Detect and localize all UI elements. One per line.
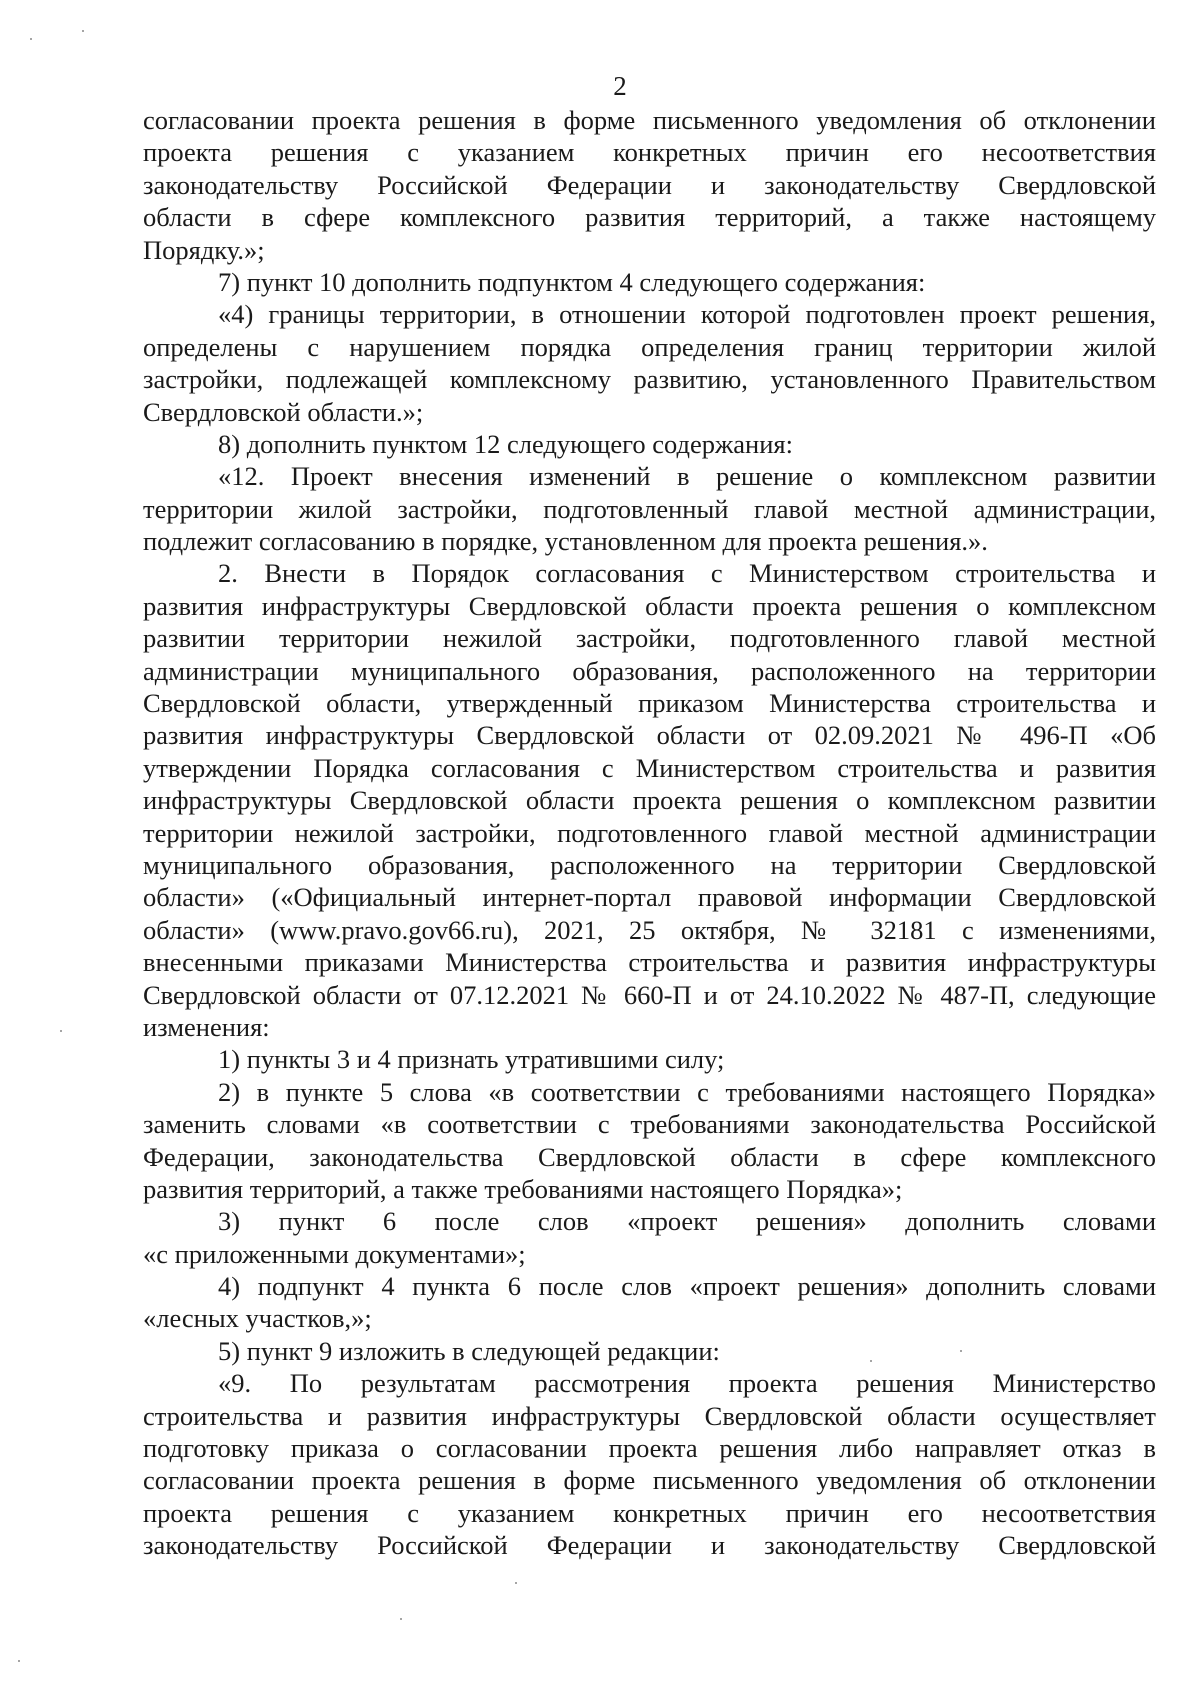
scan-speck <box>400 1618 402 1620</box>
text-line: «12. Проект внесения изменений в решение о комплексном развитии <box>218 461 1156 492</box>
text-line: согласовании проекта решения в форме письменного уведомления об отклонении <box>143 105 1156 135</box>
text-line: заменить словами «в соответствии с требованиями законодательства Российской <box>143 1109 1156 1140</box>
text-line: 8) дополнить пунктом 12 следующего содержания: <box>218 428 793 459</box>
text-line: 1) пункты 3 и 4 признать утратившими силу; <box>218 1044 725 1075</box>
text-line: проекта решения с указанием конкретных причин его несоответствия <box>143 137 1156 168</box>
text-line: области» (www.pravo.gov66.ru), 2021, 25 октября, № 32181 с изменениями, <box>143 914 1156 945</box>
text-line: внесенными приказами Министерства строительства и развития инфраструктуры <box>143 947 1156 978</box>
text-line: строительства и развития инфраструктуры Свердловской области осуществляет <box>143 1400 1156 1431</box>
text-line: «с приложенными документами»; <box>143 1238 526 1269</box>
text-line: подготовку приказа о согласовании проекта решения либо направляет отказ в <box>143 1433 1156 1464</box>
scan-speck <box>515 1582 517 1584</box>
text-line: проекта решения с указанием конкретных причин его несоответствия <box>143 1497 1156 1528</box>
text-line: 2. Внести в Порядок согласования с Министерством строительства и <box>218 558 1156 589</box>
text-line: Порядку.»; <box>143 234 265 265</box>
text-line: области» («Официальный интернет-портал правовой информации Свердловской <box>143 882 1156 913</box>
text-line: «лесных участков,»; <box>143 1303 372 1334</box>
text-line: Свердловской области от 07.12.2021 № 660-П и от 24.10.2022 № 487-П, следующие <box>143 979 1156 1010</box>
text-line: развития инфраструктуры Свердловской области от 02.09.2021 № 496-П «Об <box>143 720 1156 751</box>
page-number: 2 <box>613 71 627 101</box>
text-line: застройки, подлежащей комплексному развитию, установленного Правительством <box>143 364 1156 395</box>
text-line: развития территорий, а также требованиями настоящего Порядка»; <box>143 1173 903 1204</box>
scan-speck <box>60 1030 62 1032</box>
text-line: утверждении Порядка согласования с Министерством строительства и развития <box>143 752 1156 783</box>
document-body <box>143 104 1156 1562</box>
text-line: муниципального образования, расположенного на территории Свердловской <box>143 849 1156 880</box>
text-line: 7) пункт 10 дополнить подпунктом 4 следующего содержания: <box>218 266 926 297</box>
text-line: подлежит согласованию в порядке, установленном для проекта решения.». <box>143 526 988 557</box>
text-line: 4) подпункт 4 пункта 6 после слов «проект решения» дополнить словами <box>218 1271 1156 1302</box>
scan-speck <box>30 38 32 40</box>
text-line: территории жилой застройки, подготовленный главой местной администрации, <box>143 493 1156 524</box>
text-line: развитии территории нежилой застройки, подготовленного главой местной <box>143 623 1156 654</box>
text-line: законодательству Российской Федерации и законодательству Свердловской <box>143 1530 1156 1561</box>
text-line: 2) в пункте 5 слова «в соответствии с требованиями настоящего Порядка» <box>218 1076 1156 1107</box>
scan-speck <box>18 1660 20 1662</box>
text-line: Свердловской области, утвержденный приказом Министерства строительства и <box>143 688 1156 719</box>
scan-speck <box>82 30 84 32</box>
text-line: развития инфраструктуры Свердловской области проекта решения о комплексном <box>143 590 1156 621</box>
text-line: Свердловской области.»; <box>143 396 424 427</box>
text-line: изменения: <box>143 1011 270 1042</box>
text-line: территории нежилой застройки, подготовленного главой местной администрации <box>143 817 1156 848</box>
text-line: согласовании проекта решения в форме письменного уведомления об отклонении <box>143 1465 1156 1496</box>
text-line: администрации муниципального образования, расположенного на территории <box>143 655 1156 686</box>
text-line: Федерации, законодательства Свердловской области в сфере комплексного <box>143 1141 1156 1172</box>
text-line: законодательству Российской Федерации и законодательству Свердловской <box>143 169 1156 200</box>
text-line: определены с нарушением порядка определения границ территории жилой <box>143 331 1156 362</box>
text-line: 3) пункт 6 после слов «проект решения» дополнить словами <box>218 1206 1156 1237</box>
scan-speck <box>960 1350 962 1352</box>
scan-speck <box>870 1360 872 1362</box>
text-line: 5) пункт 9 изложить в следующей редакции: <box>218 1335 720 1366</box>
text-line: «4) границы территории, в отношении которой подготовлен проект решения, <box>218 299 1156 330</box>
text-line: инфраструктуры Свердловской области проекта решения о комплексном развитии <box>143 785 1156 816</box>
text-line: «9. По результатам рассмотрения проекта решения Министерство <box>218 1368 1156 1399</box>
text-line: области в сфере комплексного развития территорий, а также настоящему <box>143 202 1156 233</box>
